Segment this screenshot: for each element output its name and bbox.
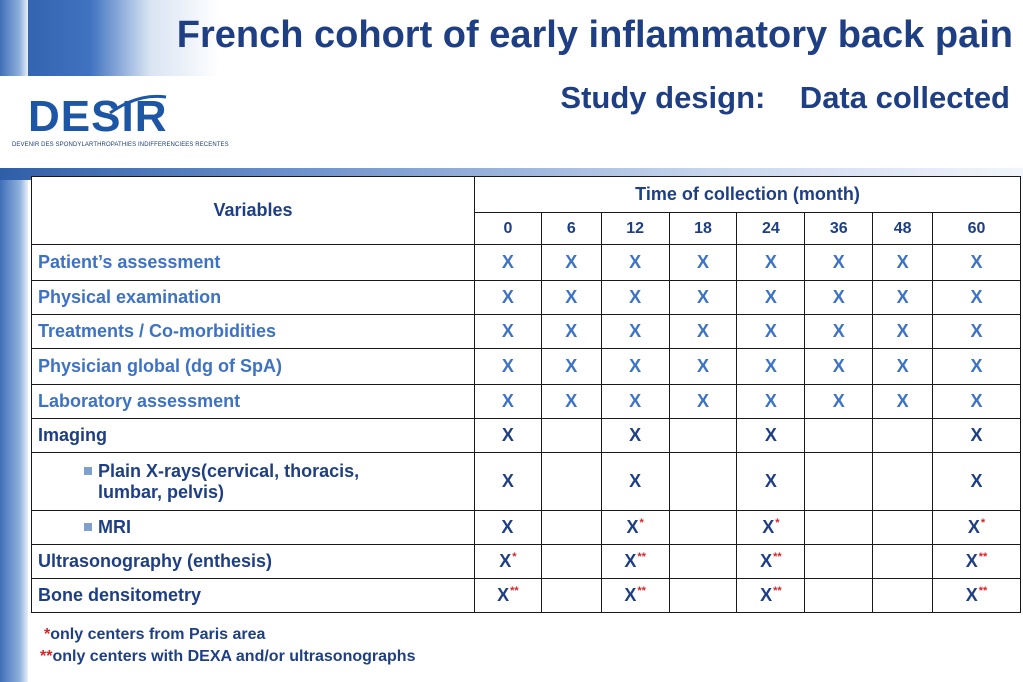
row-label: Treatments / Co-morbidities — [32, 315, 475, 349]
cell — [475, 511, 542, 545]
month-header: 6 — [541, 213, 601, 245]
cell-mark: X — [624, 551, 637, 571]
bullet-icon — [84, 467, 92, 475]
cell — [601, 511, 669, 545]
cell-mark: X — [967, 517, 980, 537]
cell: X — [669, 315, 737, 349]
cell: X — [805, 281, 873, 315]
star-mark: ** — [510, 585, 519, 597]
row-label: Physical examination — [32, 281, 475, 315]
cell-mark: X — [760, 585, 773, 605]
month-header: 60 — [933, 213, 1021, 245]
cell: X — [933, 245, 1021, 281]
row-label: Patient’s assessment — [32, 245, 475, 281]
cell — [737, 545, 805, 579]
month-header: 18 — [669, 213, 737, 245]
cell — [805, 545, 873, 579]
star-mark: * — [639, 517, 644, 529]
logo-swoosh-icon — [108, 93, 168, 115]
cell: X — [601, 315, 669, 349]
row-label-line: Plain X-rays(cervical, thoracis, — [98, 460, 360, 481]
cell — [541, 545, 601, 579]
row-label — [32, 511, 475, 545]
cell — [737, 511, 805, 545]
cell: X — [601, 385, 669, 419]
table-row — [32, 245, 1021, 281]
bullet-icon — [84, 523, 92, 531]
footnote-mark: * — [44, 626, 51, 643]
month-header: 12 — [601, 213, 669, 245]
cell — [475, 545, 542, 579]
slide-subtitle: Study design: Data collected — [560, 80, 1010, 115]
cell: X — [475, 453, 542, 511]
time-header: Time of collection (month) — [475, 177, 1021, 213]
cell: X — [541, 315, 601, 349]
cell-mark: X — [965, 585, 978, 605]
star-mark: ** — [978, 551, 988, 563]
cell: X — [541, 385, 601, 419]
cell: X — [669, 281, 737, 315]
footnote-text: only centers with DEXA and/or ultrasonographs — [52, 648, 416, 665]
cell — [669, 579, 737, 613]
cell: X — [669, 385, 737, 419]
table-row — [32, 453, 1021, 511]
star-mark: ** — [978, 585, 988, 597]
cell: X — [669, 245, 737, 281]
cell: X — [873, 245, 933, 281]
star-mark: * — [775, 517, 780, 529]
cell: X — [541, 245, 601, 281]
month-header: 24 — [737, 213, 805, 245]
cell: X — [737, 281, 805, 315]
table-row — [32, 315, 1021, 349]
cell — [873, 545, 933, 579]
row-label: Imaging — [32, 419, 475, 453]
cell — [805, 453, 873, 511]
cell — [475, 579, 542, 613]
cell — [669, 453, 737, 511]
cell: X — [805, 315, 873, 349]
cell: X — [933, 385, 1021, 419]
cell: X — [933, 281, 1021, 315]
month-header: 0 — [475, 213, 542, 245]
cell — [873, 511, 933, 545]
row-label-text — [98, 461, 359, 503]
cell: X — [669, 349, 737, 385]
logo-tagline: DEVENIR DES SPONDYLARTHROPATHIES INDIFFERENCIEES RECENTES — [12, 142, 229, 148]
cell — [873, 579, 933, 613]
cell: X — [541, 281, 601, 315]
cell: X — [601, 453, 669, 511]
footnote-mark: ** — [40, 648, 53, 665]
cell: X — [737, 245, 805, 281]
cell: X — [933, 453, 1021, 511]
cell-mark: X — [762, 517, 775, 537]
table-row — [32, 545, 1021, 579]
table-row — [32, 385, 1021, 419]
cell: X — [805, 245, 873, 281]
cell: X — [933, 349, 1021, 385]
logo-word: DESIR — [28, 92, 168, 141]
cell — [541, 511, 601, 545]
cell — [933, 511, 1021, 545]
cell: X — [873, 385, 933, 419]
star-mark: ** — [773, 551, 782, 563]
cell: X — [805, 385, 873, 419]
row-label-text: MRI — [98, 517, 131, 537]
cell: X — [737, 419, 805, 453]
star-mark: ** — [637, 585, 646, 597]
cell: X — [475, 385, 542, 419]
data-collection-table — [31, 176, 1021, 613]
star-mark: ** — [637, 551, 646, 563]
cell: X — [601, 419, 669, 453]
cell: X — [601, 245, 669, 281]
footnote-2 — [40, 648, 415, 666]
cell — [541, 579, 601, 613]
cell — [541, 453, 601, 511]
cell — [601, 545, 669, 579]
cell: X — [873, 349, 933, 385]
cell: X — [873, 281, 933, 315]
cell: X — [475, 245, 542, 281]
cell — [873, 453, 933, 511]
star-mark: * — [980, 517, 986, 529]
cell — [737, 579, 805, 613]
cell: X — [601, 281, 669, 315]
cell-mark: X — [965, 551, 978, 571]
cell-mark: X — [760, 551, 773, 571]
cell — [669, 419, 737, 453]
row-label: Bone densitometry — [32, 579, 475, 613]
cell-mark: X — [499, 551, 512, 571]
cell: X — [933, 315, 1021, 349]
cell: X — [737, 315, 805, 349]
cell — [805, 511, 873, 545]
cell — [805, 419, 873, 453]
cell-mark: X — [497, 585, 510, 605]
cell — [873, 419, 933, 453]
cell: X — [475, 315, 542, 349]
cell — [669, 511, 737, 545]
cell: X — [873, 315, 933, 349]
footnote-1 — [44, 626, 265, 644]
star-mark: * — [512, 551, 517, 563]
cell: X — [541, 349, 601, 385]
cell: X — [475, 281, 542, 315]
row-label: Ultrasonography (enthesis) — [32, 545, 475, 579]
cell: X — [475, 419, 542, 453]
cell — [669, 545, 737, 579]
row-label: Physician global (dg of SpA) — [32, 349, 475, 385]
row-label: Laboratory assessment — [32, 385, 475, 419]
table-row — [32, 281, 1021, 315]
month-header: 36 — [805, 213, 873, 245]
row-label-line: lumbar, pelvis) — [98, 481, 225, 502]
cell-mark: X — [626, 517, 639, 537]
cell: X — [933, 419, 1021, 453]
cell — [933, 579, 1021, 613]
footnote-text: only centers from Paris area — [50, 626, 266, 643]
variables-header: Variables — [32, 177, 475, 245]
cell — [601, 579, 669, 613]
cell: X — [601, 349, 669, 385]
cell: X — [475, 349, 542, 385]
table-row — [32, 419, 1021, 453]
slide-title: French cohort of early inflammatory back pain — [176, 14, 1013, 56]
cell: X — [737, 349, 805, 385]
cell: X — [737, 453, 805, 511]
desir-logo — [12, 92, 229, 155]
table-row — [32, 511, 1021, 545]
cell — [933, 545, 1021, 579]
table-row — [32, 349, 1021, 385]
cell-mark: X — [501, 517, 514, 537]
star-mark: ** — [773, 585, 782, 597]
cell-mark: X — [624, 585, 637, 605]
month-header: 48 — [873, 213, 933, 245]
table-row — [32, 579, 1021, 613]
cell: X — [737, 385, 805, 419]
row-label — [32, 453, 475, 511]
cell — [805, 579, 873, 613]
cell — [541, 419, 601, 453]
cell: X — [805, 349, 873, 385]
